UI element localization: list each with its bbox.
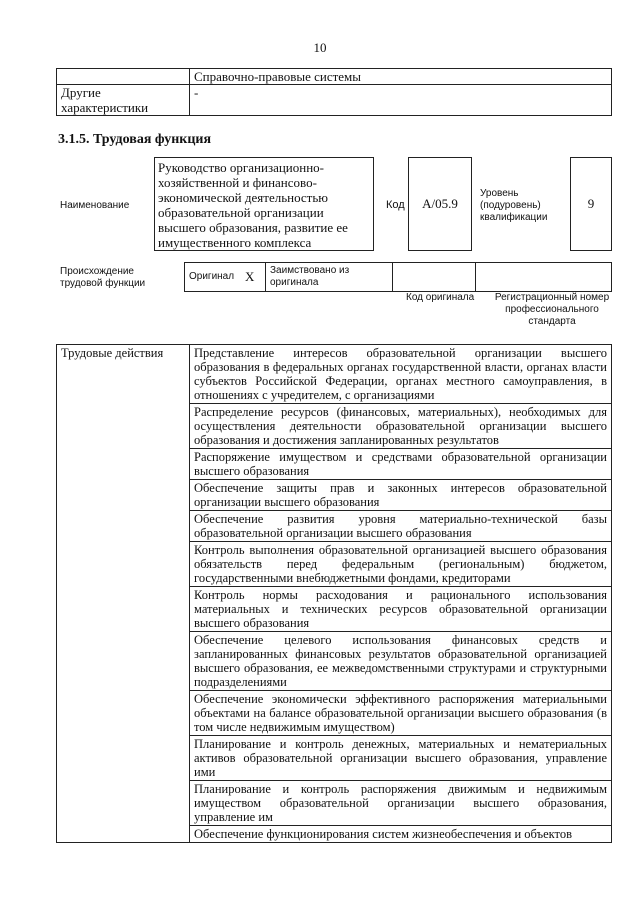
original-label: Оригинал bbox=[185, 263, 242, 292]
reg-number-caption: Регистрационный номер профессионального стандарта bbox=[494, 292, 610, 327]
function-code: А/05.9 bbox=[422, 196, 458, 211]
labor-action: Обеспечение целевого использования финансовых средств и запланированных финансовых результатов образовательной организацией высшего образования, ее межведомственными структурами и структурными подразделениями bbox=[190, 632, 612, 691]
origin-table bbox=[184, 262, 612, 292]
name-label: Наименование bbox=[60, 200, 130, 211]
code-label: Код bbox=[386, 199, 405, 211]
labor-action: Обеспечение экономически эффективного распоряжения материальными объектами на балансе образовательной организации высшего образования (в том числе недвижимым имуществом) bbox=[190, 691, 612, 736]
labor-actions-label: Трудовые действия bbox=[57, 345, 190, 843]
function-name: Руководство организационно-хозяйственной и финансово-экономической деятельностью образовательной организации высшего образования, развитие ее имущественного комплекса bbox=[158, 160, 348, 250]
section-title: 3.1.5. Трудовая функция bbox=[58, 132, 212, 147]
function-name-box bbox=[154, 157, 374, 251]
table-row bbox=[57, 85, 612, 116]
origin-label: Происхождение трудовой функции bbox=[60, 266, 146, 289]
row-label bbox=[57, 69, 190, 85]
level-label: Уровень (подуровень) квалификации bbox=[480, 188, 548, 223]
labor-actions-table bbox=[56, 344, 612, 843]
borrowed-label: Заимствовано из оригинала bbox=[266, 263, 393, 292]
table-row bbox=[57, 69, 612, 85]
row-value: - bbox=[190, 85, 612, 116]
labor-action: Обеспечение функционирования систем жизнеобеспечения и объектов bbox=[190, 826, 612, 843]
labor-action: Планирование и контроль распоряжения движимым и недвижимым имуществом образовательной организации высшего образования, управление им bbox=[190, 781, 612, 826]
code-original-cell bbox=[393, 263, 476, 292]
labor-action: Распоряжение имуществом и средствами образовательной организации высшего образования bbox=[190, 449, 612, 480]
labor-action: Представление интересов образовательной организации высшего образования в федеральных органах государственной власти, органах власти субъектов Российской Федерации, органах местного самоуправления, в отношениях с учредителем, с организациями bbox=[190, 345, 612, 404]
row-label: Другие характеристики bbox=[57, 85, 190, 116]
qualification-level-box bbox=[570, 157, 612, 251]
row-value: Справочно-правовые системы bbox=[190, 69, 612, 85]
labor-action: Распределение ресурсов (финансовых, материальных), необходимых для осуществления деятельности образовательной организации высшего образования и достижения запланированных результатов bbox=[190, 404, 612, 449]
function-code-box bbox=[408, 157, 472, 251]
table-row bbox=[185, 263, 612, 292]
reg-number-cell bbox=[476, 263, 612, 292]
labor-action: Обеспечение развития уровня материально-технической базы образовательной организации высшего образования bbox=[190, 511, 612, 542]
qualification-level: 9 bbox=[587, 196, 595, 211]
table-row bbox=[57, 345, 612, 404]
code-original-caption: Код оригинала bbox=[406, 292, 475, 303]
characteristics-table bbox=[56, 68, 612, 116]
labor-action: Контроль нормы расходования и рационального использования материальных и технических ресурсов образовательной организации высшего образования bbox=[190, 587, 612, 632]
page-number: 10 bbox=[313, 40, 327, 55]
labor-action: Планирование и контроль денежных, материальных и нематериальных активов образовательной организации высшего образования, управление ими bbox=[190, 736, 612, 781]
original-mark: X bbox=[241, 263, 266, 292]
labor-action: Обеспечение защиты прав и законных интересов образовательной организации высшего образования bbox=[190, 480, 612, 511]
labor-action: Контроль выполнения образовательной организацией высшего образования обязательств перед федеральным (региональным) бюджетом, государственными внебюджетными фондами, кредиторами bbox=[190, 542, 612, 587]
